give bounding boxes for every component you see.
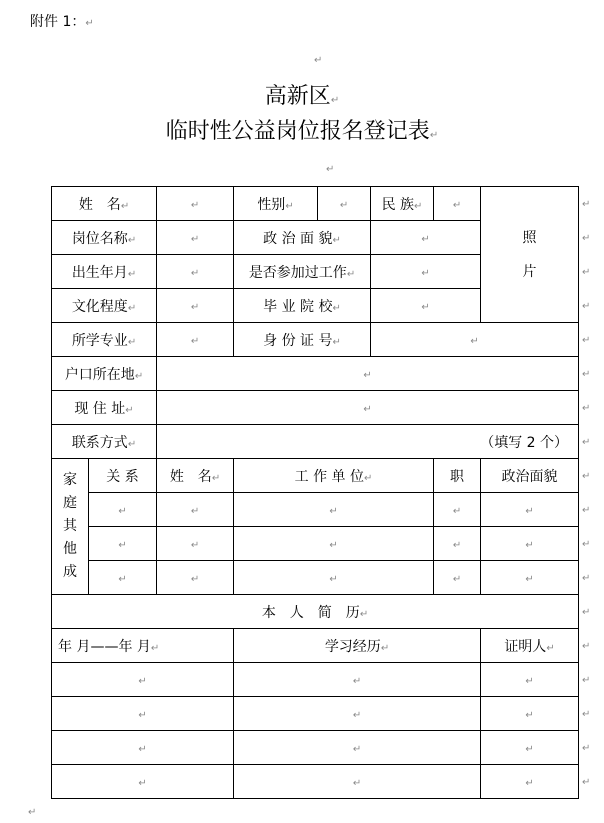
label-name: 姓 名↵ [52, 187, 157, 221]
resume-study-cell[interactable]: ↵ [234, 663, 481, 697]
family-title-cell[interactable]: ↵ [434, 527, 481, 561]
value-contact[interactable] [157, 425, 579, 459]
label-worked-before: 是否参加过工作↵ [234, 255, 371, 289]
family-employer-cell[interactable]: ↵ [234, 493, 434, 527]
resume-study-cell[interactable]: ↵ [234, 765, 481, 799]
resume-header-witness: 证明人↵ [481, 629, 579, 663]
label-graduate-school: 毕 业 院 校↵ [234, 289, 371, 323]
value-gender[interactable]: ↵ [318, 187, 371, 221]
family-row [52, 527, 579, 561]
label-ethnicity: 民 族↵ [371, 187, 434, 221]
family-political-cell[interactable]: ↵ [481, 527, 579, 561]
resume-title: 本 人 简 历↵ [52, 595, 579, 629]
family-relation-cell[interactable]: ↵ [89, 561, 157, 595]
row-end-mark: ↵ [582, 675, 591, 686]
row-end-mark: ↵ [582, 403, 591, 414]
family-side-label: 家 庭 其 他 成 [52, 459, 89, 595]
row-end-mark: ↵ [582, 335, 591, 346]
resume-witness-cell[interactable]: ↵ [481, 765, 579, 799]
row-end-mark: ↵ [582, 505, 591, 516]
family-header-name: 姓 名↵ [157, 459, 234, 493]
row-end-mark: ↵ [582, 709, 591, 720]
resume-header-period: 年 月——年 月↵ [52, 629, 234, 663]
family-header-employer: 工 作 单 位↵ [234, 459, 434, 493]
photo-label-bottom: 片 [522, 263, 537, 280]
row-end-mark: ↵ [582, 573, 591, 584]
family-title-cell[interactable]: ↵ [434, 561, 481, 595]
family-header-title: 职 [434, 459, 481, 493]
registration-form [51, 186, 579, 799]
title-line-2: 临时性公益岗位报名登记表↵ [165, 119, 439, 144]
family-employer-cell[interactable]: ↵ [234, 527, 434, 561]
resume-period-cell[interactable]: ↵ [52, 663, 234, 697]
title-line-1: 高新区↵ [264, 84, 340, 109]
row-end-mark: ↵ [582, 539, 591, 550]
paragraph-mark: ↵ [326, 164, 335, 175]
label-id-number: 身 份 证 号↵ [234, 323, 371, 357]
label-political-status: 政 治 面 貌↵ [234, 221, 371, 255]
resume-witness-cell[interactable]: ↵ [481, 731, 579, 765]
label-position: 岗位名称↵ [52, 221, 157, 255]
value-education[interactable]: ↵ [157, 289, 234, 323]
row-end-mark: ↵ [582, 199, 591, 210]
family-relation-cell[interactable]: ↵ [89, 493, 157, 527]
label-major: 所学专业↵ [52, 323, 157, 357]
value-id-number[interactable]: ↵ [371, 323, 579, 357]
value-ethnicity[interactable]: ↵ [434, 187, 481, 221]
family-name-cell[interactable]: ↵ [157, 527, 234, 561]
family-header-relation: 关 系 [89, 459, 157, 493]
family-row [52, 493, 579, 527]
row-end-mark: ↵ [582, 471, 591, 482]
value-graduate-school[interactable]: ↵ [371, 289, 481, 323]
row-end-mark: ↵ [582, 301, 591, 312]
resume-study-cell[interactable]: ↵ [234, 731, 481, 765]
resume-row [52, 663, 579, 697]
resume-row [52, 697, 579, 731]
value-major[interactable]: ↵ [157, 323, 234, 357]
family-name-cell[interactable]: ↵ [157, 493, 234, 527]
value-birth[interactable]: ↵ [157, 255, 234, 289]
family-row [52, 561, 579, 595]
resume-period-cell[interactable]: ↵ [52, 731, 234, 765]
family-political-cell[interactable]: ↵ [481, 561, 579, 595]
resume-period-cell[interactable]: ↵ [52, 765, 234, 799]
family-name-cell[interactable]: ↵ [157, 561, 234, 595]
family-employer-cell[interactable]: ↵ [234, 561, 434, 595]
photo-area[interactable] [481, 187, 579, 323]
value-address[interactable]: ↵ [157, 391, 579, 425]
resume-period-cell[interactable]: ↵ [52, 697, 234, 731]
value-worked-before[interactable]: ↵ [371, 255, 481, 289]
row-end-mark: ↵ [582, 267, 591, 278]
family-title-cell[interactable]: ↵ [434, 493, 481, 527]
contact-note: （填写 2 个） [480, 434, 569, 451]
resume-witness-cell[interactable]: ↵ [481, 663, 579, 697]
value-political-status[interactable]: ↵ [371, 221, 481, 255]
family-relation-cell[interactable]: ↵ [89, 527, 157, 561]
row-end-mark: ↵ [582, 607, 591, 618]
value-household[interactable]: ↵ [157, 357, 579, 391]
resume-row [52, 731, 579, 765]
label-address: 现 住 址↵ [52, 391, 157, 425]
row-end-mark: ↵ [582, 777, 591, 788]
label-household: 户口所在地↵ [52, 357, 157, 391]
resume-row [52, 765, 579, 799]
value-name[interactable]: ↵ [157, 187, 234, 221]
row-end-mark: ↵ [582, 641, 591, 652]
row-end-mark: ↵ [582, 369, 591, 380]
label-contact: 联系方式↵ [52, 425, 157, 459]
family-header-political: 政治面貌 [481, 459, 579, 493]
paragraph-mark: ↵ [28, 807, 37, 818]
label-education: 文化程度↵ [52, 289, 157, 323]
paragraph-mark: ↵ [314, 55, 323, 66]
label-gender: 性别↵ [234, 187, 318, 221]
family-political-cell[interactable]: ↵ [481, 493, 579, 527]
attachment-label: 附件 1：↵ [30, 14, 94, 30]
resume-witness-cell[interactable]: ↵ [481, 697, 579, 731]
value-position[interactable]: ↵ [157, 221, 234, 255]
label-birth: 出生年月↵ [52, 255, 157, 289]
row-end-mark: ↵ [582, 743, 591, 754]
row-end-mark: ↵ [582, 437, 591, 448]
resume-study-cell[interactable]: ↵ [234, 697, 481, 731]
photo-label-top: 照 [522, 229, 537, 246]
row-end-mark: ↵ [582, 233, 591, 244]
resume-header-study: 学习经历↵ [234, 629, 481, 663]
